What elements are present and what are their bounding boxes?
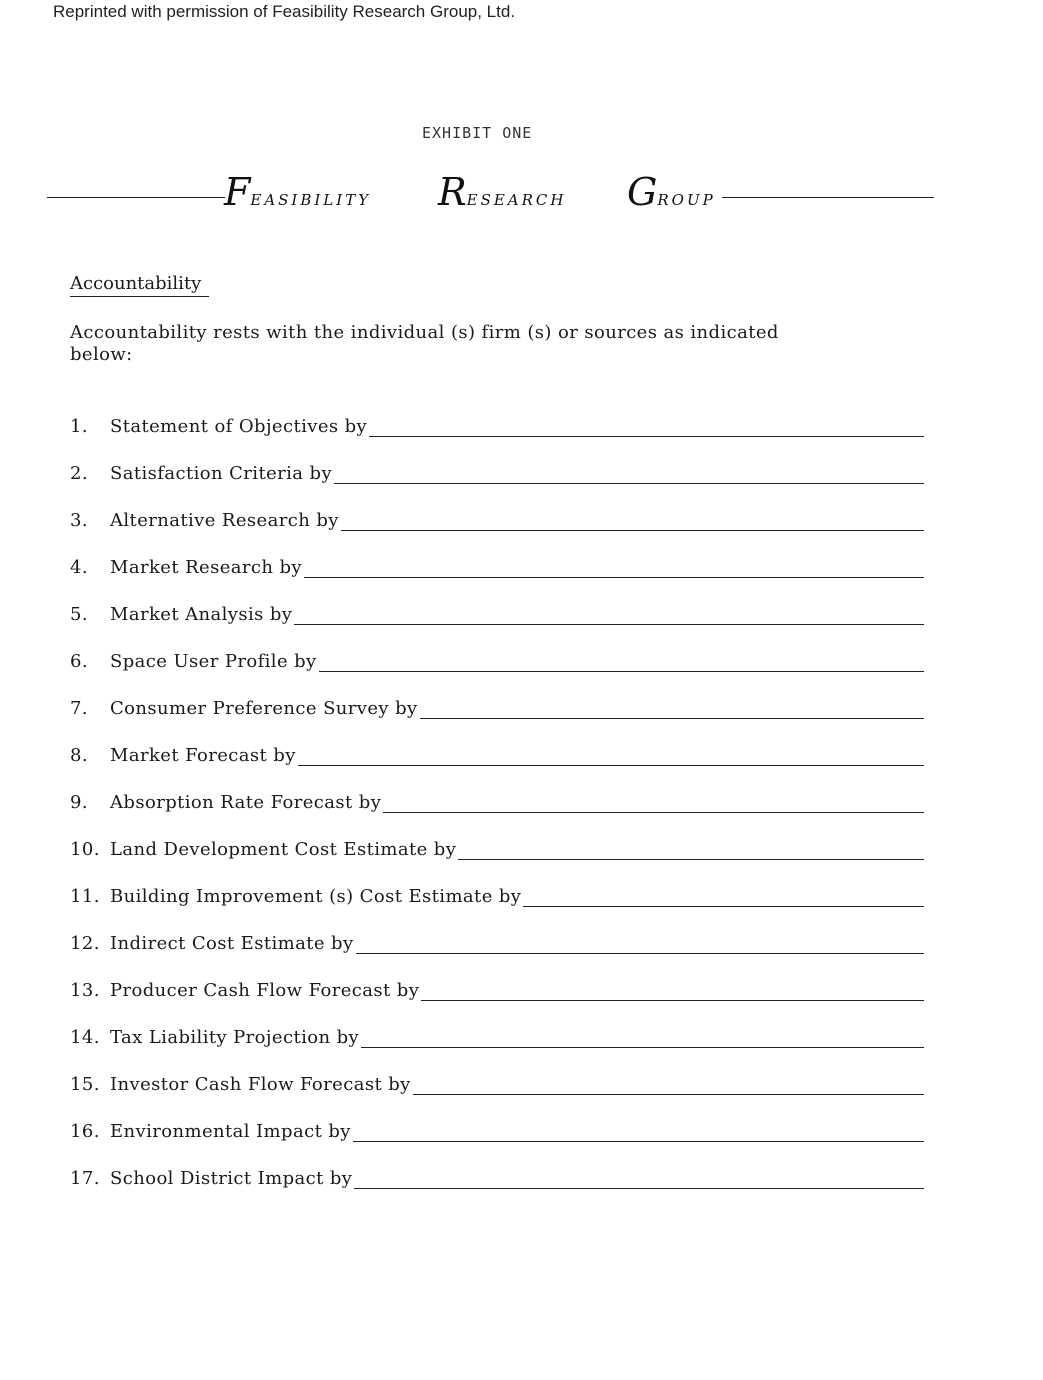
list-item	[70, 484, 930, 531]
item-number: 17.	[70, 1168, 100, 1189]
list-item	[70, 813, 930, 860]
intro-paragraph: Accountability rests with the individual (s) firm (s) or sources as indicated below:	[70, 322, 779, 365]
brand-initial: F	[224, 170, 251, 214]
brand-word-feasibility	[224, 170, 371, 214]
fill-in-line[interactable]	[369, 416, 924, 437]
item-label: Environmental Impact by	[110, 1121, 351, 1142]
item-number: 8.	[70, 745, 88, 766]
item-number: 16.	[70, 1121, 100, 1142]
item-number: 7.	[70, 698, 88, 719]
item-number: 13.	[70, 980, 100, 1001]
list-item	[70, 672, 930, 719]
list-item	[70, 531, 930, 578]
item-label: School District Impact by	[110, 1168, 353, 1189]
item-label: Tax Liability Projection by	[110, 1027, 360, 1048]
list-item	[70, 1095, 930, 1142]
reprint-notice: Reprinted with permission of Feasibility Research Group, Ltd.	[53, 2, 516, 21]
item-number: 9.	[70, 792, 88, 813]
item-label: Absorption Rate Forecast by	[110, 792, 382, 813]
brand-rest: ROUP	[657, 191, 716, 209]
fill-in-line[interactable]	[413, 1074, 924, 1095]
list-item	[70, 437, 930, 484]
fill-in-line[interactable]	[319, 651, 924, 672]
item-label: Land Development Cost Estimate by	[110, 839, 457, 860]
item-label: Space User Profile by	[110, 651, 317, 672]
list-item	[70, 578, 930, 625]
exhibit-label: EXHIBIT ONE	[422, 124, 533, 142]
fill-in-line[interactable]	[361, 1027, 924, 1048]
item-number: 5.	[70, 604, 88, 625]
item-label: Building Improvement (s) Cost Estimate by	[110, 886, 522, 907]
header-rule-left	[47, 197, 225, 198]
list-item	[70, 954, 930, 1001]
header-rule-right	[722, 197, 934, 198]
brand-initial: G	[627, 170, 658, 214]
item-label: Market Forecast by	[110, 745, 296, 766]
item-number: 14.	[70, 1027, 100, 1048]
brand-rest: ESEARCH	[466, 191, 567, 209]
fill-in-line[interactable]	[334, 463, 924, 484]
fill-in-line[interactable]	[383, 792, 924, 813]
list-item	[70, 390, 930, 437]
brand-initial: R	[438, 170, 467, 214]
item-number: 4.	[70, 557, 88, 578]
brand-word-research	[438, 170, 567, 214]
item-label: Investor Cash Flow Forecast by	[110, 1074, 411, 1095]
list-item	[70, 625, 930, 672]
fill-in-line[interactable]	[458, 839, 924, 860]
brand-word-group	[627, 170, 716, 214]
list-item	[70, 1048, 930, 1095]
brand-rest: EASIBILITY	[250, 191, 372, 209]
item-number: 10.	[70, 839, 100, 860]
fill-in-line[interactable]	[294, 604, 924, 625]
fill-in-line[interactable]	[421, 980, 924, 1001]
list-item	[70, 719, 930, 766]
fill-in-line[interactable]	[356, 933, 924, 954]
list-item	[70, 907, 930, 954]
item-number: 11.	[70, 886, 100, 907]
item-label: Indirect Cost Estimate by	[110, 933, 354, 954]
item-number: 12.	[70, 933, 100, 954]
list-item	[70, 1142, 930, 1189]
item-number: 6.	[70, 651, 88, 672]
fill-in-line[interactable]	[420, 698, 924, 719]
item-label: Producer Cash Flow Forecast by	[110, 980, 420, 1001]
item-label: Alternative Research by	[110, 510, 339, 531]
item-number: 2.	[70, 463, 88, 484]
section-title: Accountability	[70, 273, 209, 297]
item-label: Market Analysis by	[110, 604, 293, 625]
item-number: 15.	[70, 1074, 100, 1095]
item-number: 3.	[70, 510, 88, 531]
item-label: Consumer Preference Survey by	[110, 698, 418, 719]
accountability-list	[70, 390, 930, 1189]
fill-in-line[interactable]	[353, 1121, 924, 1142]
item-label: Satisfaction Criteria by	[110, 463, 333, 484]
fill-in-line[interactable]	[523, 886, 924, 907]
list-item	[70, 766, 930, 813]
fill-in-line[interactable]	[304, 557, 924, 578]
item-label: Statement of Objectives by	[110, 416, 368, 437]
fill-in-line[interactable]	[298, 745, 924, 766]
fill-in-line[interactable]	[341, 510, 924, 531]
list-item	[70, 860, 930, 907]
item-label: Market Research by	[110, 557, 302, 578]
list-item	[70, 1001, 930, 1048]
item-number: 1.	[70, 416, 88, 437]
fill-in-line[interactable]	[354, 1168, 924, 1189]
